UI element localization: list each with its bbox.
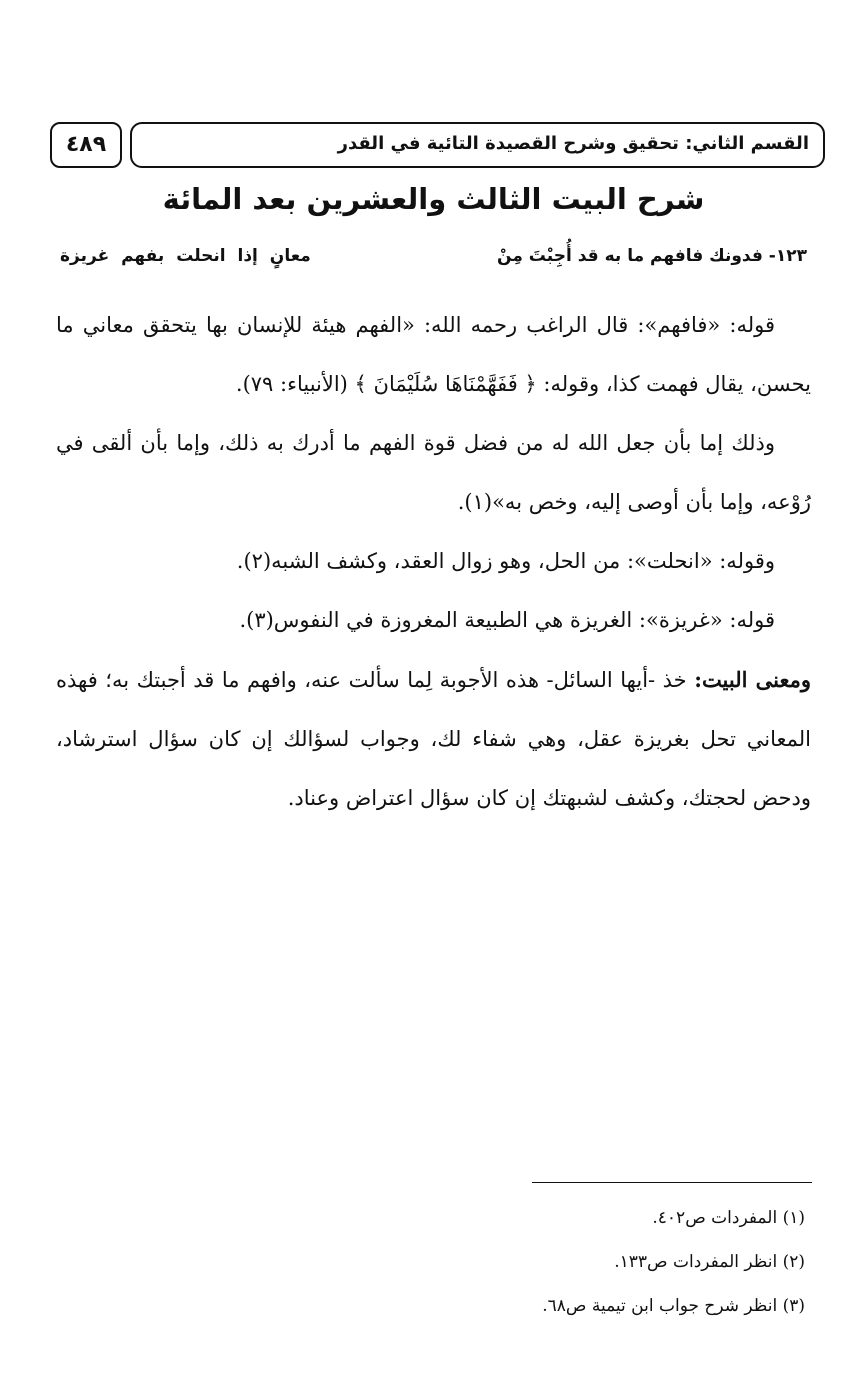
section-title: شرح البيت الثالث والعشرين بعد المائة bbox=[162, 182, 705, 216]
header-frame bbox=[130, 122, 825, 168]
paragraph-text: وذلك إما بأن جعل الله له من فضل قوة الفهم ما أدرك به ذلك، وإما بأن ألقى في رُوْعه، وإما بأن أوصى إليه، وخص به»(١). bbox=[56, 431, 811, 514]
paragraph-text: وقوله: «انحلت»: من الحل، وهو زوال العقد، وكشف الشبه(٢). bbox=[236, 549, 775, 573]
paragraph-text: خذ -أيها السائل- هذه الأجوبة لِما سألت عنه، وافهم ما قد أجبتك به؛ فهذه المعاني تحل بغريزة عقل، وهي شفاء لك، وجواب لسؤالك إن كان سؤال استرشاد، ودحض لحجتك، وكشف لشبهتك إن كان سؤال اعتراض وعناد. bbox=[56, 668, 811, 810]
paragraph-ghariza bbox=[56, 591, 811, 650]
footnote-1: (١) المفردات ص٤٠٢. bbox=[652, 1208, 805, 1228]
verse-first-hemistich: ١٢٣- فدونك فافهم ما به قد أُجِبْتَ مِنْ bbox=[497, 246, 807, 266]
footnote-2: (٢) انظر المفردات ص١٣٣. bbox=[614, 1252, 805, 1272]
page-number: ٤٨٩ bbox=[50, 122, 122, 168]
paragraph-text: قوله: «فافهم»: قال الراغب رحمه الله: «الفهم هيئة للإنسان بها يتحقق معاني ما يحسن، يقال فهمت كذا، وقوله: ﴿ فَفَهَّمْنَاهَا سُلَيْمَانَ ﴾ (الأنبياء: ٧٩). bbox=[56, 313, 811, 396]
footnote-3: (٣) انظر شرح جواب ابن تيمية ص٦٨. bbox=[542, 1296, 805, 1316]
paragraph-text: قوله: «غريزة»: الغريزة هي الطبيعة المغروزة في النفوس(٣). bbox=[239, 608, 775, 632]
verse-second-hemistich: معانٍ إذا انحلت بفهم غريزة bbox=[60, 246, 311, 266]
body-text bbox=[56, 296, 811, 828]
paragraph-meaning bbox=[56, 650, 811, 828]
meaning-label: ومعنى البيت: bbox=[694, 667, 811, 692]
header-title: القسم الثاني: تحقيق وشرح القصيدة التائية في القدر bbox=[337, 133, 809, 154]
paragraph-explanation bbox=[56, 414, 811, 532]
footnote-divider bbox=[532, 1182, 812, 1183]
running-header bbox=[50, 122, 825, 170]
verse-line bbox=[60, 246, 807, 280]
paragraph-fafham bbox=[56, 296, 811, 414]
paragraph-inhallat bbox=[56, 532, 811, 591]
footnotes bbox=[542, 1196, 805, 1328]
